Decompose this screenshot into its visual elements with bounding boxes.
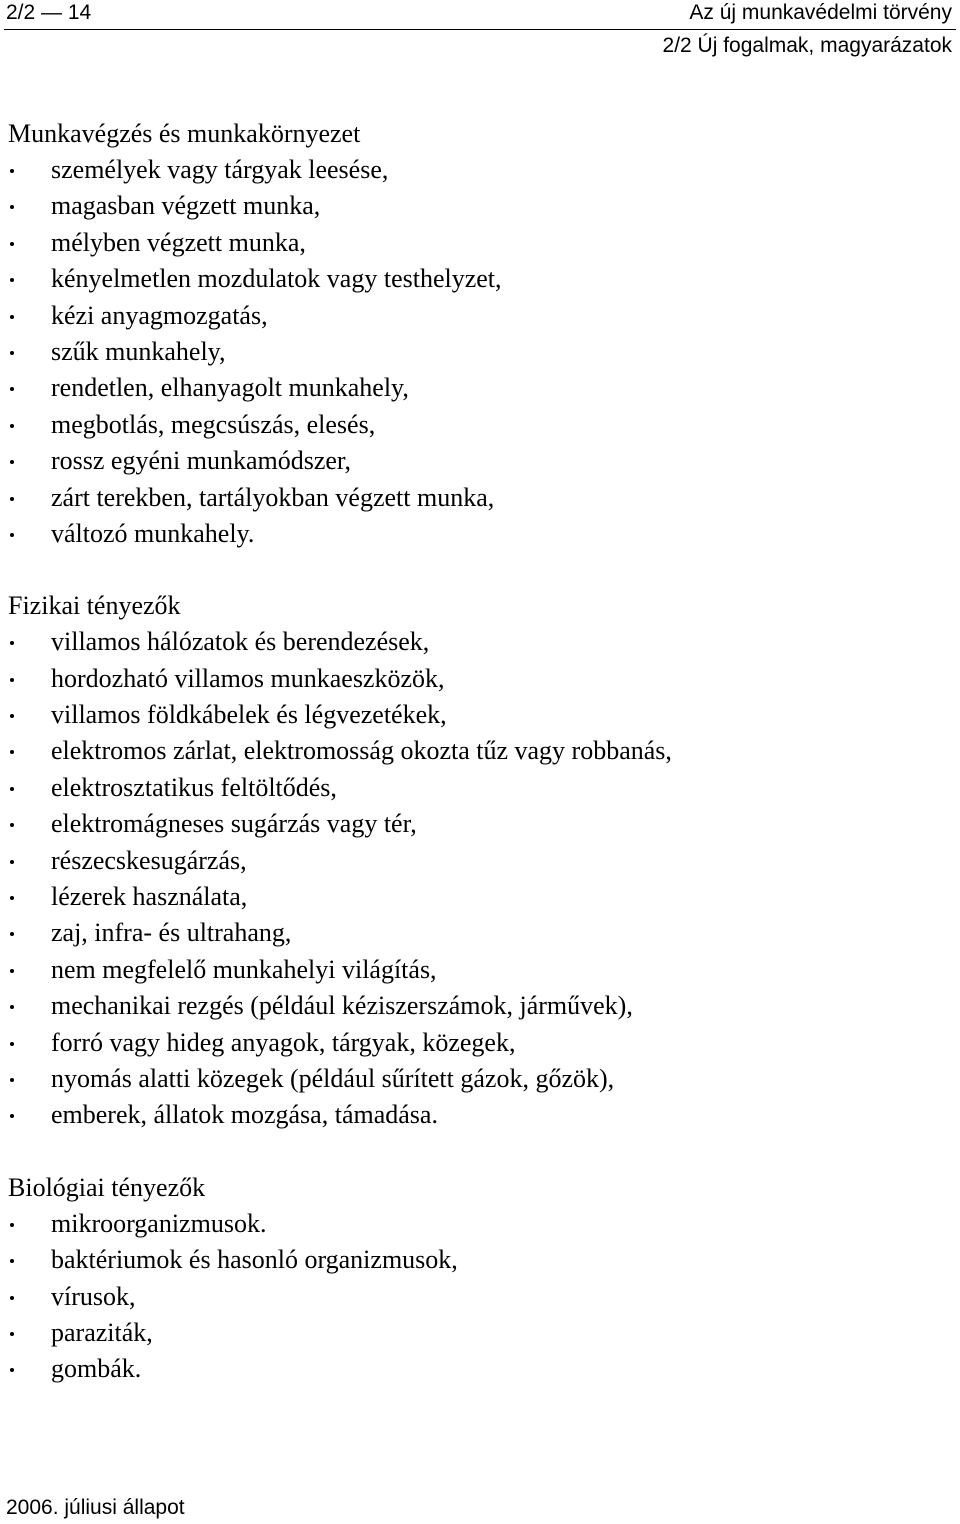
bullet-icon [10,497,14,501]
list-item [8,1315,948,1351]
list-item [8,261,948,297]
bullet-list [8,624,948,1133]
list-item-text: kézi anyagmozgatás, [51,300,268,330]
list-item-text: elektrosztatikus feltöltődés, [51,772,337,802]
list-item-text: lézerek használata, [51,882,248,912]
list-item-text: villamos földkábelek és légvezetékek, [51,700,447,730]
header-divider [4,29,956,30]
list-item-text: gombák. [51,1354,142,1384]
bullet-icon [10,169,14,173]
bullet-icon [10,1042,14,1046]
bullet-icon [10,896,14,900]
bullet-icon [10,315,14,319]
list-item [8,1025,948,1061]
section-heading: Munkavégzés és munkakörnyezet [8,119,361,148]
bullet-icon [10,750,14,754]
list-item [8,915,948,951]
list-item [8,298,948,334]
list-item-text: vírusok, [51,1281,136,1311]
bullet-icon [10,678,14,682]
list-item [8,188,948,224]
bullet-icon [10,860,14,864]
bullet-icon [10,424,14,428]
bullet-icon [10,1259,14,1263]
list-item [8,806,948,842]
footer-edition: 2006. júliusi állapot [6,1496,185,1519]
list-item [8,661,948,697]
list-item-text: mechanikai rezgés (például kéziszerszámok, járművek), [51,991,633,1021]
list-item-text: személyek vagy tárgyak leesése, [51,155,389,184]
bullet-icon [10,823,14,827]
list-item [8,1061,948,1097]
bullet-icon [10,1332,14,1336]
section-spacer [8,552,948,588]
bullet-icon [10,460,14,464]
bullet-icon [10,1296,14,1300]
bullet-icon [10,351,14,355]
list-item [8,952,948,988]
section [8,588,948,1133]
list-item-text: emberek, állatok mozgása, támadása. [51,1100,438,1130]
list-item [8,516,948,552]
list-item-text: nyomás alatti közegek (például sűrített gázok, gőzök), [51,1063,615,1093]
bullet-icon [10,714,14,718]
list-item [8,624,948,660]
list-item-text: zaj, infra- és ultrahang, [51,918,292,948]
bullet-icon [10,278,14,282]
bullet-icon [10,205,14,209]
list-item [8,1206,948,1242]
bullet-icon [10,1078,14,1082]
list-item-text: rossz egyéni munkamódszer, [51,446,352,476]
list-item-text: változó munkahely. [51,518,255,548]
document-body [8,116,948,1388]
list-item [8,225,948,261]
section-heading: Fizikai tényezők [8,591,181,621]
list-item [8,733,948,769]
list-item-text: kényelmetlen mozdulatok vagy testhelyzet, [51,264,502,294]
list-item [8,1279,948,1315]
bullet-list [8,152,948,552]
list-item-text: mikroorganizmusok. [51,1208,267,1238]
list-item [8,152,948,188]
page-header [0,0,960,70]
chapter-title: 2/2 Új fogalmak, magyarázatok [662,34,952,57]
list-item-text: nem megfelelő munkahelyi világítás, [51,954,437,984]
section-heading: Biológiai tényezők [8,1172,206,1202]
bullet-icon [10,787,14,791]
bullet-icon [10,969,14,973]
list-item [8,1351,948,1387]
list-item [8,770,948,806]
list-item-text: elektromágneses sugárzás vagy tér, [51,809,417,839]
list-item [8,480,948,516]
bullet-icon [10,1114,14,1118]
bullet-list [8,1206,948,1388]
list-item [8,843,948,879]
list-item-text: rendetlen, elhanyagolt munkahely, [51,373,409,403]
list-item-text: baktériumok és hasonló organizmusok, [51,1245,458,1275]
page-number: 2/2 — 14 [6,1,92,24]
list-item-text: elektromos zárlat, elektromosság okozta tűz vagy robbanás, [51,736,672,766]
list-item [8,879,948,915]
list-item-text: megbotlás, megcsúszás, elesés, [51,409,376,439]
list-item-text: szűk munkahely, [51,336,226,366]
section [8,116,948,552]
list-item [8,370,948,406]
bullet-icon [10,1005,14,1009]
list-item [8,407,948,443]
bullet-icon [10,1223,14,1227]
list-item-text: részecskesugárzás, [51,845,247,875]
list-item-text: paraziták, [51,1317,153,1347]
bullet-icon [10,1368,14,1372]
bullet-icon [10,387,14,391]
list-item-text: mélyben végzett munka, [51,227,306,257]
bullet-icon [10,641,14,645]
list-item [8,1097,948,1133]
list-item-text: villamos hálózatok és berendezések, [51,627,430,657]
section [8,1170,948,1388]
list-item [8,334,948,370]
list-item-text: hordozható villamos munkaeszközök, [51,663,445,693]
list-item-text: magasban végzett munka, [51,191,321,221]
list-item [8,697,948,733]
list-item-text: zárt terekben, tartályokban végzett munka, [51,482,495,512]
list-item [8,443,948,479]
bullet-icon [10,242,14,246]
list-item-text: forró vagy hideg anyagok, tárgyak, közegek, [51,1027,516,1057]
list-item [8,988,948,1024]
document-title: Az új munkavédelmi törvény [689,1,952,24]
section-spacer [8,1134,948,1170]
bullet-icon [10,533,14,537]
list-item [8,1242,948,1278]
bullet-icon [10,932,14,936]
